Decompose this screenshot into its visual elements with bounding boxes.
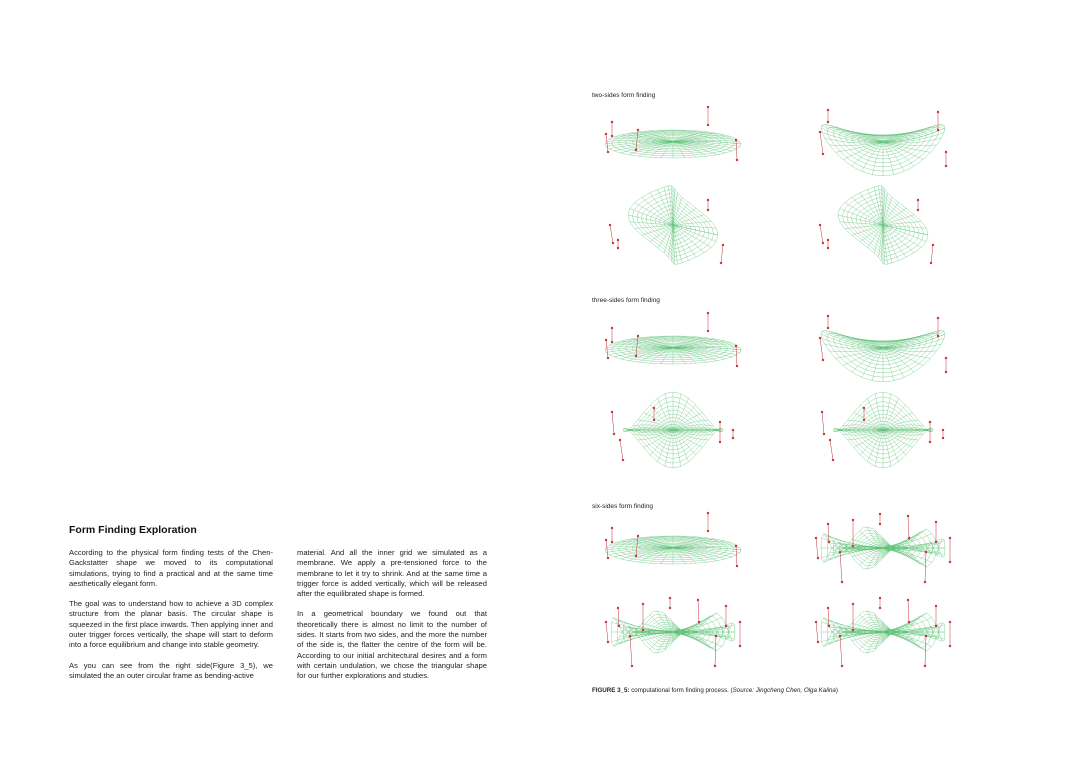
section-label-six-sides: six-sides form finding [592, 503, 654, 510]
paragraph: The goal was to understand how to achieve a 3D complex structure from the planar basis. The circular shape is squeezed in the first place inwards. Then applying inner and outer trigger forces vertically, the shape will start to deform into a force equilibrium and change into stable geometry. [69, 599, 273, 650]
twisted-two-sides-final-diagram [808, 185, 958, 275]
wavy-six-sides-perspective-diagram [598, 592, 748, 682]
paragraph: material. And all the inner grid we simulated as a membrane. We apply a pre-tensioned force to the membrane to let it try to shrink. And at the same time a trigger force is added vertically, which will be released after the equilibrated shape is formed. [297, 548, 487, 599]
section-heading: Form Finding Exploration [69, 524, 197, 536]
text-column-left [69, 548, 273, 691]
paragraph: As you can see from the right side(Figure 3_5), we simulated the an outer circular frame as bending-active [69, 660, 273, 680]
wavy-six-sides-final-diagram [808, 592, 958, 682]
figure-caption [592, 687, 838, 694]
wavy-six-sides-diagram [808, 508, 958, 598]
caption-text: computational form finding process. ( [629, 687, 733, 694]
caption-label: FIGURE 3_5: [592, 687, 630, 694]
saddle-two-sides-side-view-diagram [808, 102, 958, 192]
undulated-three-sides-diagram [598, 390, 748, 480]
flat-disc-six-sides-diagram [598, 508, 748, 598]
text-column-right [297, 548, 487, 692]
twisted-two-sides-diagram [598, 185, 748, 275]
flat-disc-three-sides-diagram [598, 308, 748, 398]
paragraph: According to the physical form finding tests of the Chen-Gackstatter shape we moved to its computational simulations, trying to find a practical and at the same time aesthetically elegant form. [69, 548, 273, 588]
saddle-three-sides-diagram [808, 308, 958, 398]
section-label-three-sides: three-sides form finding [592, 297, 660, 304]
section-label-two-sides: two-sides form finding [592, 92, 656, 99]
caption-close: ) [835, 687, 838, 694]
paragraph: In a geometrical boundary we found out that theoretically there is almost no limit to the number of sides. It starts from two sides, and the more the number of the side is, the flatter the centre of the form will be. According to our initial architectural desires and a form with certain undulation, we chose the triangular shape for our further explorations and studies. [297, 609, 487, 681]
undulated-three-sides-final-diagram [808, 390, 958, 480]
caption-source: Source: Jingcheng Chen, Olga Kalina [732, 687, 836, 694]
flat-disc-two-sides-diagram [598, 102, 748, 192]
